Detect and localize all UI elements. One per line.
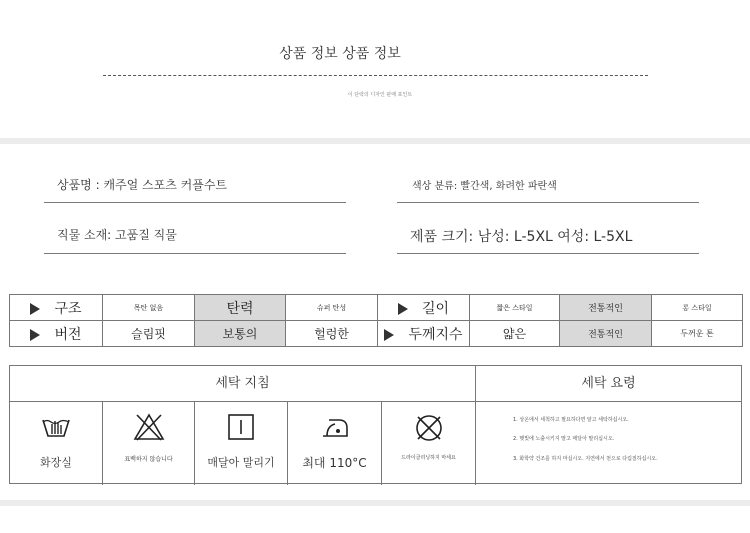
spec-label-thickness: 두께지수 bbox=[378, 321, 470, 347]
care-requirement: 3. 화학약 건조를 하지 마십시오. 지연에서 천으로 다림질하십시오. bbox=[513, 456, 658, 462]
spec-label-version: 버전 bbox=[10, 321, 103, 347]
care-label: 표백하지 않습니다 bbox=[124, 456, 173, 463]
spec-table bbox=[9, 294, 743, 347]
spec-option-selected: 탄력 bbox=[195, 295, 286, 321]
product-name-underline bbox=[44, 202, 346, 203]
care-item-iron bbox=[288, 402, 382, 485]
spec-option-selected: 전통적인 bbox=[560, 321, 652, 347]
fabric-material: 직물 소재: 고품질 직물 bbox=[57, 228, 177, 242]
product-name: 상품명 : 캐주얼 스포츠 커플수트 bbox=[57, 178, 227, 192]
care-label: 화장실 bbox=[40, 456, 72, 469]
no-bleach-icon bbox=[133, 412, 165, 442]
arrow-right-icon bbox=[30, 303, 40, 315]
care-item-wash bbox=[10, 402, 103, 485]
hand-wash-icon bbox=[40, 412, 72, 440]
color-options: 색상 분류: 빨간색, 화려한 파란색 bbox=[412, 181, 557, 192]
fabric-material-underline bbox=[44, 253, 346, 254]
care-requirement: 2. 햇빛에 노출시키지 말고 매달아 말리십시오. bbox=[513, 436, 615, 442]
table-row bbox=[10, 295, 743, 321]
care-label: 매달아 말리기 bbox=[207, 456, 275, 469]
table-row bbox=[10, 321, 743, 347]
dashed-divider bbox=[103, 75, 648, 76]
spec-option: 롱 스타일 bbox=[652, 295, 743, 321]
spec-option-selected: 전통적인 bbox=[560, 295, 652, 321]
no-dry-clean-icon bbox=[413, 412, 445, 444]
care-box bbox=[9, 365, 742, 484]
spec-label-structure: 구조 bbox=[10, 295, 103, 321]
section-title: 상품 정보 상품 정보 bbox=[279, 46, 401, 62]
spec-option-selected: 보통의 bbox=[195, 321, 286, 347]
spec-option: 슈퍼 탄성 bbox=[286, 295, 378, 321]
spec-option: 얇은 bbox=[470, 321, 560, 347]
separator-band-bottom bbox=[0, 500, 750, 506]
care-requirement: 1. 상온에서 세척하고 필요하다면 알고 세탁하십시오. bbox=[513, 417, 629, 423]
product-size-underline bbox=[397, 253, 699, 254]
spec-option: 두꺼운 톤 bbox=[652, 321, 743, 347]
spec-label-length: 길이 bbox=[378, 295, 470, 321]
care-item-hang-dry bbox=[195, 402, 288, 485]
spec-option: 헐렁한 bbox=[286, 321, 378, 347]
arrow-right-icon bbox=[384, 329, 394, 341]
product-size: 제품 크기: 남성: L-5XL 여성: L-5XL bbox=[410, 229, 633, 245]
spec-option: 슬림핏 bbox=[103, 321, 195, 347]
care-label: 최대 110°C bbox=[302, 456, 367, 470]
section-subtitle: 이 단락의 디자인 판매 포인트 bbox=[347, 92, 413, 98]
care-label: 드라이클리닝하지 마세요 bbox=[401, 455, 456, 461]
spec-option: 목탄 없음 bbox=[103, 295, 195, 321]
spec-option: 짧은 스타일 bbox=[470, 295, 560, 321]
separator-band-top bbox=[0, 138, 750, 144]
care-item-no-bleach bbox=[103, 402, 195, 485]
arrow-right-icon bbox=[398, 303, 408, 315]
care-title: 세탁 지침 bbox=[10, 366, 476, 402]
color-options-underline bbox=[397, 202, 699, 203]
iron-icon bbox=[319, 412, 351, 440]
care-item-no-dry-clean bbox=[382, 402, 476, 485]
hang-dry-icon bbox=[226, 412, 256, 442]
arrow-right-icon bbox=[30, 329, 40, 341]
care-requirements-title: 세탁 요령 bbox=[476, 366, 741, 402]
